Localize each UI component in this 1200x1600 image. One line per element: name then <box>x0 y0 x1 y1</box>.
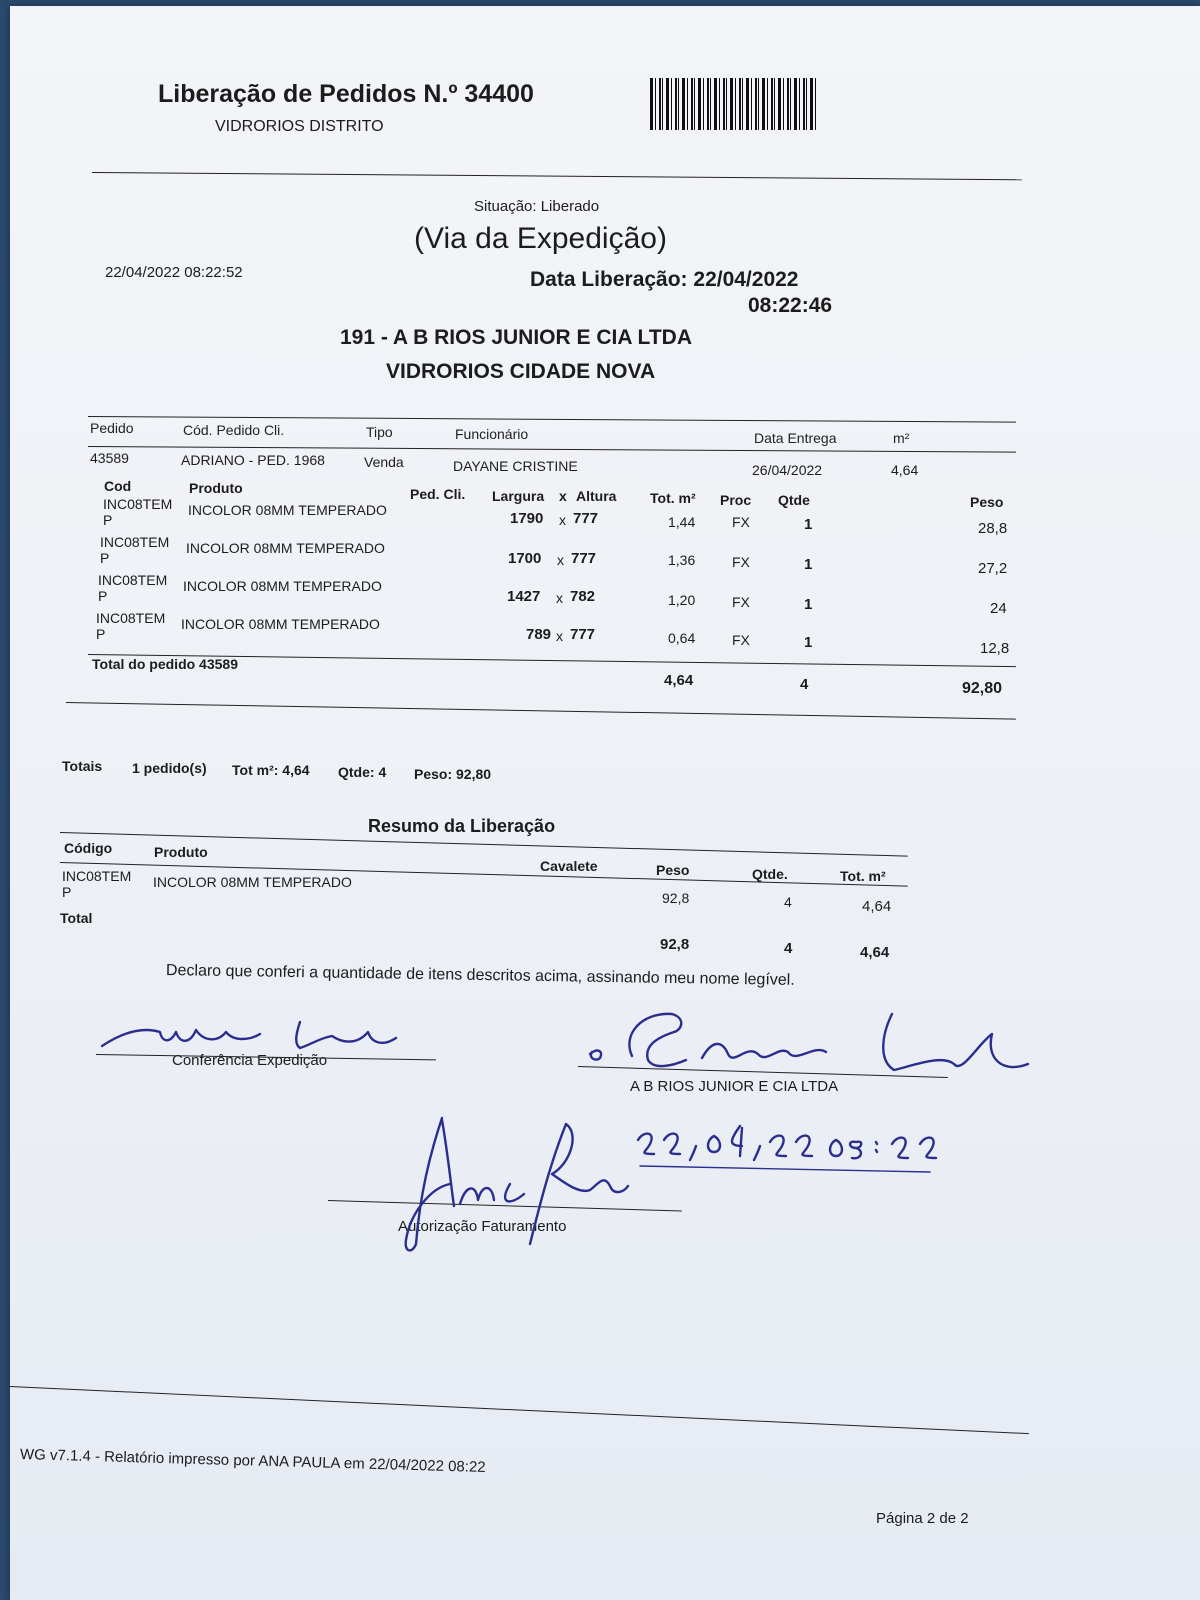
item-qtde: 1 <box>804 634 813 651</box>
declaration-text: Declaro que conferi a quantidade de itens descritos acima, assinando meu nome legível. <box>165 962 795 989</box>
item-x: x <box>556 628 563 644</box>
order-total-qtde: 4 <box>800 676 809 693</box>
item-proc: FX <box>732 554 750 570</box>
col-largura: Largura <box>492 488 545 504</box>
col-m2: m² <box>893 430 910 446</box>
col-x: x <box>559 488 567 504</box>
item-cod-suffix: P <box>98 588 108 604</box>
item-qtde: 1 <box>804 516 813 533</box>
col-pedido: Pedido <box>90 420 134 436</box>
page-number: Página 2 de 2 <box>876 1510 969 1527</box>
handwritten-date <box>630 1118 960 1178</box>
item-altura: 777 <box>571 550 597 567</box>
summary-produto: INCOLOR 08MM TEMPERADO <box>153 874 352 890</box>
summary-tot-m2: 4,64 <box>862 898 892 915</box>
summary-col-produto: Produto <box>154 844 208 860</box>
summary-total-label: Total <box>60 910 93 926</box>
col-ped-cli: Ped. Cli. <box>410 486 466 502</box>
item-largura: 1790 <box>510 510 544 527</box>
order-funcionario: DAYANE CRISTINE <box>453 458 578 474</box>
item-tot-m2: 1,20 <box>668 592 696 608</box>
copy-label: (Via da Expedição) <box>414 222 667 255</box>
item-qtde: 1 <box>804 596 813 613</box>
item-cod: INC08TEM <box>100 534 170 550</box>
signature-conferencia <box>100 1014 420 1064</box>
printed-timestamp: 22/04/2022 08:22:52 <box>105 264 243 281</box>
order-total-peso: 92,80 <box>962 680 1003 697</box>
summary-col-codigo: Código <box>64 840 113 856</box>
order-total-m2: 4,64 <box>664 672 694 689</box>
item-proc: FX <box>732 514 750 530</box>
summary-cod-suffix: P <box>62 884 72 900</box>
item-altura: 782 <box>570 588 596 605</box>
totals-qtde: Qtde: 4 <box>338 764 387 780</box>
order-cod-cli: ADRIANO - PED. 1968 <box>181 452 325 468</box>
footer-printed-by: WG v7.1.4 - Relatório impresso por ANA PAULA em 22/04/2022 08:22 <box>19 1446 486 1477</box>
signature-label-cliente: A B RIOS JUNIOR E CIA LTDA <box>630 1078 839 1095</box>
col-qtde: Qtde <box>778 492 810 508</box>
col-altura: Altura <box>576 488 617 504</box>
release-date: Data Liberação: 22/04/2022 <box>530 268 799 291</box>
order-data-entrega: 26/04/2022 <box>752 462 823 478</box>
item-qtde: 1 <box>804 556 813 573</box>
summary-cod: INC08TEM <box>62 868 132 884</box>
item-peso: 27,2 <box>978 560 1008 577</box>
item-proc: FX <box>732 594 750 610</box>
item-produto: INCOLOR 08MM TEMPERADO <box>188 502 387 518</box>
summary-qtde: 4 <box>784 894 792 910</box>
item-altura: 777 <box>573 510 599 527</box>
summary-col-cavalete: Cavalete <box>540 858 598 874</box>
client-name: 191 - A B RIOS JUNIOR E CIA LTDA <box>340 326 692 349</box>
summary-total-tot-m2: 4,64 <box>860 944 890 961</box>
item-proc: FX <box>732 632 750 648</box>
item-tot-m2: 0,64 <box>668 630 696 646</box>
client-store: VIDRORIOS CIDADE NOVA <box>386 360 656 383</box>
summary-col-qtde: Qtde. <box>752 866 788 882</box>
item-x: x <box>559 512 566 528</box>
item-largura: 1700 <box>508 550 542 567</box>
item-cod: INC08TEM <box>103 496 173 512</box>
item-largura: 789 <box>526 626 552 643</box>
item-peso: 28,8 <box>978 520 1008 537</box>
col-produto: Produto <box>189 480 243 496</box>
totals-tot-m2: Tot m²: 4,64 <box>232 762 310 778</box>
item-cod-suffix: P <box>103 512 113 528</box>
item-x: x <box>556 590 563 606</box>
item-altura: 777 <box>570 626 596 643</box>
release-time: 08:22:46 <box>748 294 833 317</box>
summary-title: Resumo da Liberação <box>368 816 556 836</box>
summary-col-peso: Peso <box>656 862 690 878</box>
item-produto: INCOLOR 08MM TEMPERADO <box>186 540 385 556</box>
item-cod: INC08TEM <box>98 572 168 588</box>
col-cod-pedido-cli: Cód. Pedido Cli. <box>183 422 285 438</box>
col-funcionario: Funcionário <box>455 426 529 442</box>
order-tipo: Venda <box>364 454 404 470</box>
totals-peso: Peso: 92,80 <box>414 766 492 782</box>
col-tipo: Tipo <box>366 424 393 440</box>
order-total-label: Total do pedido 43589 <box>92 656 238 672</box>
item-cod-suffix: P <box>96 626 106 642</box>
item-peso: 24 <box>990 600 1007 617</box>
totals-label: Totais <box>62 758 103 774</box>
signature-label-conferencia: Conferência Expedição <box>172 1052 328 1069</box>
col-peso: Peso <box>970 494 1004 510</box>
items-bottom-line <box>66 702 1016 720</box>
summary-total-peso: 92,8 <box>660 936 690 953</box>
footer-line <box>10 1386 1029 1434</box>
item-cod-suffix: P <box>100 550 110 566</box>
col-data-entrega: Data Entrega <box>754 430 837 446</box>
item-largura: 1427 <box>507 588 541 605</box>
col-tot-m2: Tot. m² <box>650 490 696 506</box>
summary-col-tot-m2: Tot. m² <box>840 868 886 884</box>
header-divider <box>92 172 1022 180</box>
item-produto: INCOLOR 08MM TEMPERADO <box>181 616 380 632</box>
col-proc: Proc <box>720 492 752 508</box>
item-tot-m2: 1,36 <box>668 552 696 568</box>
company-name: VIDRORIOS DISTRITO <box>215 118 384 135</box>
item-cod: INC08TEM <box>96 610 166 626</box>
item-peso: 12,8 <box>980 640 1010 657</box>
signature-label-autorizacao: Autorização Faturamento <box>398 1218 567 1235</box>
item-produto: INCOLOR 08MM TEMPERADO <box>183 578 382 594</box>
totals-pedidos: 1 pedido(s) <box>132 760 207 776</box>
status-text: Situação: Liberado <box>474 198 600 215</box>
item-tot-m2: 1,44 <box>668 514 696 530</box>
order-m2: 4,64 <box>891 462 919 478</box>
document-page <box>10 6 1200 1600</box>
item-x: x <box>557 552 564 568</box>
summary-total-qtde: 4 <box>784 940 793 957</box>
summary-peso: 92,8 <box>662 890 690 906</box>
col-cod: Cod <box>104 478 132 494</box>
signature-autorizacao <box>390 1114 630 1264</box>
document-title: Liberação de Pedidos N.º 34400 <box>158 80 534 108</box>
order-pedido: 43589 <box>90 450 129 466</box>
signature-cliente <box>582 1004 1042 1094</box>
barcode-image <box>650 78 816 130</box>
